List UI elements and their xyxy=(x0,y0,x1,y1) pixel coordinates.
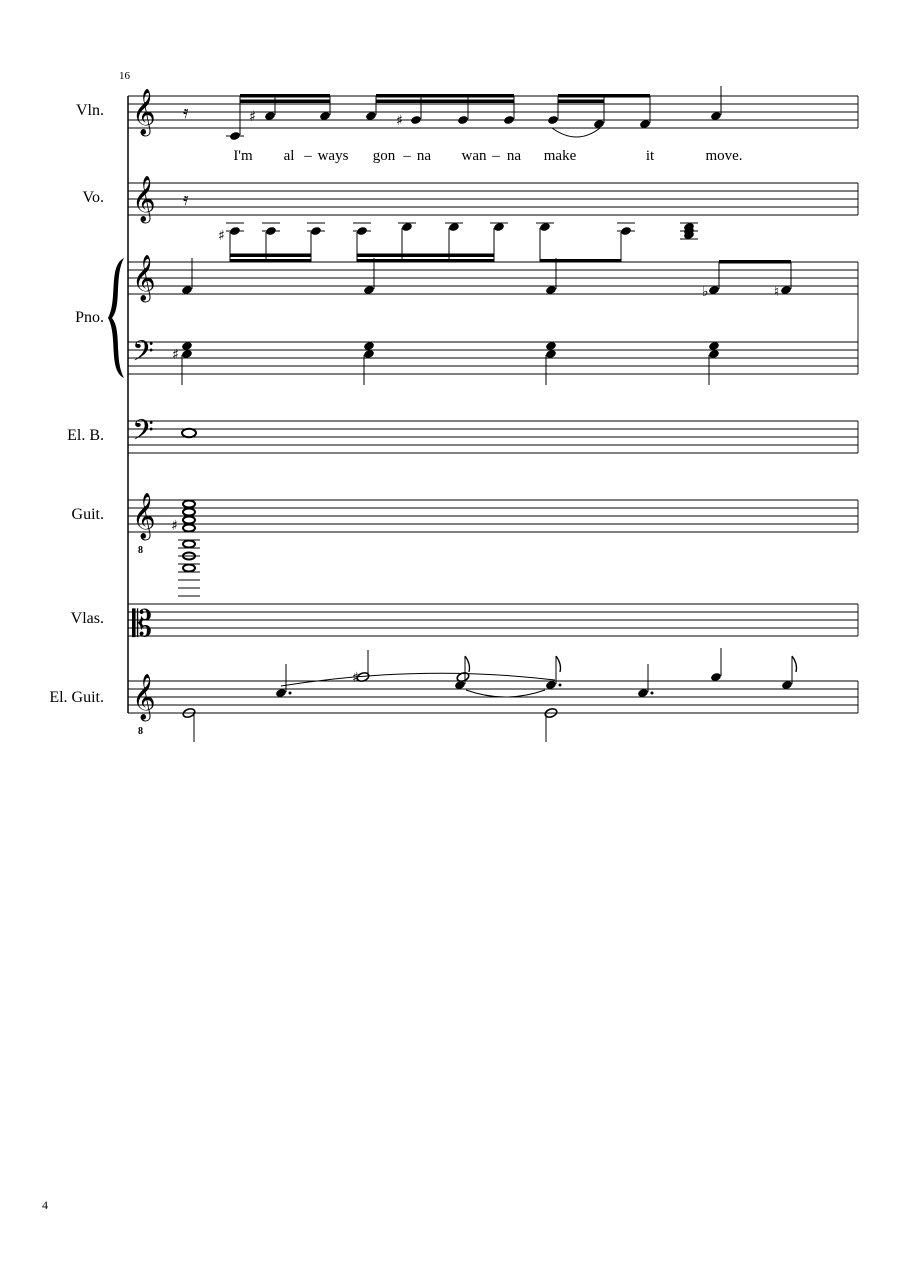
svg-text:♮: ♮ xyxy=(774,284,780,300)
whole-note xyxy=(183,541,195,548)
lyric-syllable: al xyxy=(283,148,295,164)
instrument-label-voice: Vo. xyxy=(82,189,104,206)
whole-note xyxy=(183,525,195,532)
instrument-label-guitar: Guit. xyxy=(71,506,104,523)
instrument-label-electric-guitar: El. Guit. xyxy=(49,689,104,706)
tie xyxy=(466,690,545,697)
lyric-syllable: move. xyxy=(705,148,743,164)
lyric-syllable: I'm xyxy=(233,148,253,164)
svg-text:♯: ♯ xyxy=(171,518,178,534)
voice-staff xyxy=(128,176,858,263)
treble-clef: 𝄞 xyxy=(132,674,156,720)
lyric-syllable: it xyxy=(645,148,655,164)
svg-text:♯: ♯ xyxy=(396,113,403,129)
sixteenth-rest: 𝄿 xyxy=(183,102,189,123)
whole-note xyxy=(183,517,195,524)
note xyxy=(229,131,241,141)
note xyxy=(620,226,632,236)
slur xyxy=(552,128,600,137)
note xyxy=(547,115,559,125)
sixteenth-rest: 𝄿 xyxy=(183,189,189,210)
note xyxy=(503,115,515,125)
lyric-hyphen: – xyxy=(492,148,500,164)
lyric-hyphen: – xyxy=(304,148,312,164)
lyric-syllable: ways xyxy=(317,148,349,164)
note xyxy=(229,226,241,236)
note xyxy=(310,226,322,236)
electric-bass-staff xyxy=(128,414,858,454)
note xyxy=(265,226,277,236)
lyric-syllable: make xyxy=(543,148,577,164)
electric-guitar-staff xyxy=(128,648,858,742)
svg-text:♯: ♯ xyxy=(249,109,256,125)
svg-text:8: 8 xyxy=(138,726,143,737)
page-number: 4 xyxy=(42,1198,48,1212)
instrument-label-piano: Pno. xyxy=(75,309,104,326)
grand-staff-brace xyxy=(108,258,124,378)
treble-clef: 𝄞 xyxy=(132,255,156,301)
note xyxy=(410,115,422,125)
bass-clef: 𝄢 xyxy=(132,414,154,454)
violin-staff xyxy=(128,86,858,141)
svg-text:♯: ♯ xyxy=(218,228,225,244)
lyric-syllable: wan xyxy=(461,148,487,164)
measure-number: 16 xyxy=(119,70,130,82)
instrument-label-violas: Vlas. xyxy=(70,610,104,627)
instrument-label-violin: Vln. xyxy=(76,102,104,119)
svg-text:♭: ♭ xyxy=(702,284,709,300)
whole-note xyxy=(183,509,195,516)
whole-note xyxy=(183,565,195,572)
lyric-syllable: na xyxy=(506,148,522,164)
lyric-syllable: na xyxy=(416,148,432,164)
alto-clef: 𝄡 xyxy=(132,604,153,645)
whole-note xyxy=(183,501,195,508)
lyric-syllable: gon xyxy=(372,148,396,164)
treble-clef: 𝄞 xyxy=(132,493,156,539)
treble-clef: 𝄞 xyxy=(132,176,156,222)
whole-note xyxy=(182,429,196,437)
treble-clef: 𝄞 xyxy=(132,89,156,135)
violas-staff xyxy=(128,604,858,645)
lyric-hyphen: – xyxy=(403,148,411,164)
note xyxy=(356,226,368,236)
bass-clef: 𝄢 xyxy=(132,335,154,375)
tie xyxy=(281,673,555,686)
svg-text:♯: ♯ xyxy=(352,670,359,686)
svg-text:8: 8 xyxy=(138,545,143,556)
guitar-staff xyxy=(128,493,858,596)
svg-text:♯: ♯ xyxy=(172,347,179,363)
note xyxy=(457,115,469,125)
piano-staff xyxy=(108,255,858,385)
instrument-label-electric-bass: El. B. xyxy=(67,427,104,444)
